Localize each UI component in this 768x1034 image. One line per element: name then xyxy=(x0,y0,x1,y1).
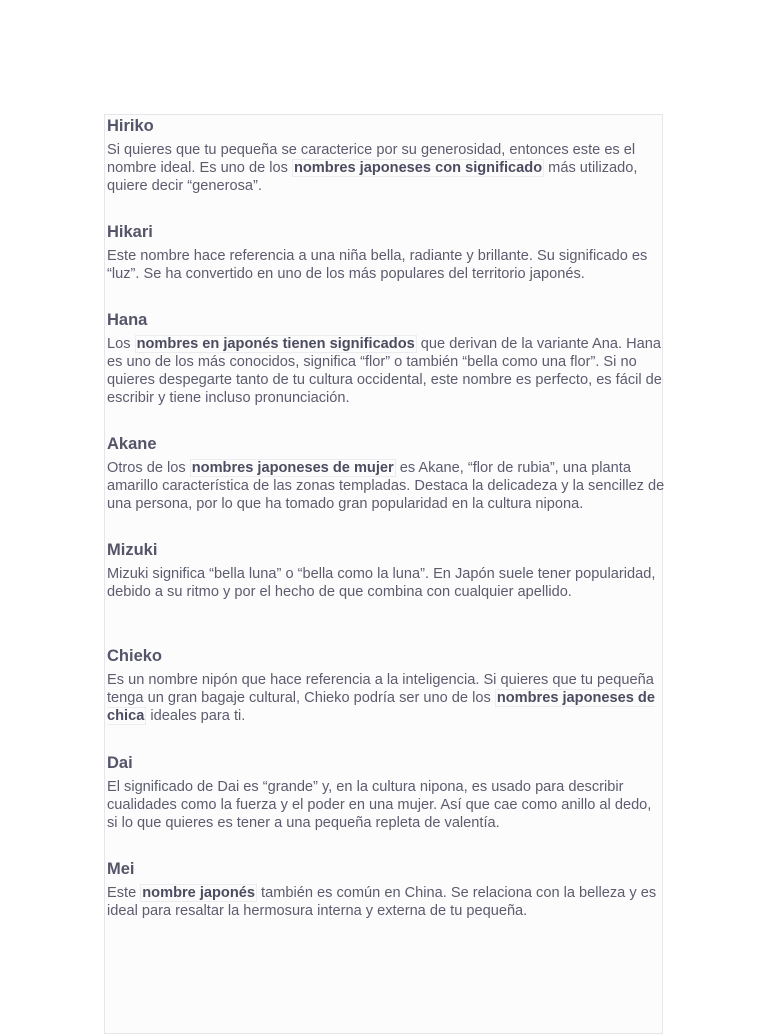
text-fragment: también es común en China. Se relaciona con la belleza y es ideal para resaltar la hermosura interna y externa de tu pequeña. xyxy=(107,885,657,920)
text-fragment: es Akane, “flor de rubia”, una planta amarillo característica de las zonas templadas. Destaca la delicadeza y la sencillez de una persona, por lo que ha tomado gran popularidad en la cultura nipona. xyxy=(107,460,665,513)
text-fragment: Es un nombre nipón que hace referencia a la inteligencia. Si quieres que tu pequeña tenga un gran bagaje cultural, Chieko podría ser uno de los xyxy=(107,672,654,707)
text-fragment: Otros de los xyxy=(107,460,190,476)
name-link[interactable]: nombres japoneses con significado xyxy=(293,160,543,177)
section-title: Akane xyxy=(107,435,157,453)
section-title: Dai xyxy=(107,754,133,772)
section-akane xyxy=(107,432,665,513)
text-fragment: Este xyxy=(107,885,141,901)
text-fragment: ideales para ti. xyxy=(146,708,246,725)
section-text xyxy=(107,778,665,832)
section-text xyxy=(107,459,665,513)
text-fragment: que derivan de la variante Ana. Hana es uno de los más conocidos, significa “flor” o también “bella como una flor”. Si no quieres despegarte tanto de tu cultura occidental, este nombre es perfecto, es fácil de escribir y tiene incluso pronunciación. xyxy=(107,336,662,407)
section-text xyxy=(107,671,665,725)
section-dai xyxy=(107,751,665,832)
section-title: Hikari xyxy=(107,223,153,241)
section-text xyxy=(107,335,665,407)
section-hana xyxy=(107,308,665,407)
section-text xyxy=(107,247,665,283)
section-title: Hana xyxy=(107,311,148,329)
section-mizuki xyxy=(107,538,665,601)
section-text xyxy=(107,141,665,195)
section-title: Mizuki xyxy=(107,541,158,559)
section-text xyxy=(107,565,665,601)
name-link[interactable]: nombre japonés xyxy=(142,885,255,901)
section-chieko xyxy=(107,644,665,725)
section-hiriko xyxy=(107,114,665,195)
section-hikari xyxy=(107,220,665,283)
name-link[interactable]: nombres japoneses de mujer xyxy=(191,460,394,476)
text-fragment: Los xyxy=(107,336,135,352)
section-mei xyxy=(107,857,665,920)
text-fragment: Mizuki significa “bella luna” o “bella como la luna”. En Japón suele tener popularidad, debido a su ritmo y por el hecho de que combina con cualquier apellido. xyxy=(107,566,656,601)
section-title: Chieko xyxy=(107,647,163,665)
text-fragment: más utilizado, quiere decir “generosa”. xyxy=(107,160,638,195)
section-title: Hiriko xyxy=(107,117,154,135)
section-text xyxy=(107,884,665,920)
text-fragment: Si quieres que tu pequeña se caracterice por su generosidad, entonces este es el nombre ideal. Es uno de los xyxy=(107,142,636,177)
name-link[interactable]: nombres en japonés tienen significados xyxy=(136,336,415,352)
section-title: Mei xyxy=(107,860,135,878)
text-fragment: Este nombre hace referencia a una niña bella, radiante y brillante. Su significado es “luz”. Se ha convertido en uno de los más populares del territorio japonés. xyxy=(107,248,648,283)
text-fragment: El significado de Dai es “grande” y, en la cultura nipona, es usado para describir cualidades como la fuerza y el poder en una mujer. Así que cae como anillo al dedo, si lo que quieres es tener a una pequeña repleta de valentía. xyxy=(107,779,652,832)
name-link[interactable]: nombres japoneses de chica xyxy=(107,690,655,725)
